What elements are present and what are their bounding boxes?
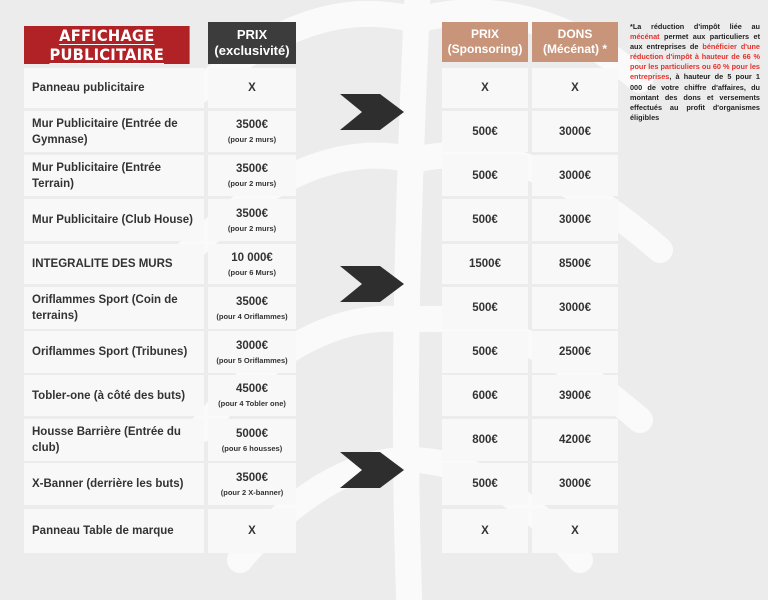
row-name: Panneau publicitaire bbox=[32, 82, 145, 94]
row-name-cell bbox=[24, 375, 204, 416]
row-sponsoring: 500€ bbox=[472, 214, 498, 226]
row-sponsoring-cell bbox=[442, 287, 528, 329]
row-prix: 5000€ bbox=[236, 427, 268, 440]
row-dons: 3000€ bbox=[559, 302, 591, 314]
row-dons-cell bbox=[532, 111, 618, 152]
row-dons: 8500€ bbox=[559, 258, 591, 270]
header-sponsoring-sublabel: (Sponsoring) bbox=[447, 42, 523, 56]
row-dons: X bbox=[571, 525, 579, 537]
table-title: AFFICHAGE PUBLICITAIRE bbox=[24, 26, 190, 64]
row-prix-note: (pour 2 murs) bbox=[227, 223, 277, 233]
row-prix-cell bbox=[208, 244, 296, 284]
row-name-cell bbox=[24, 111, 204, 152]
row-sponsoring: X bbox=[481, 525, 489, 537]
header-prix-exclusivite bbox=[208, 22, 296, 64]
row-name: Mur Publicitaire (Entrée de Gymnase) bbox=[32, 117, 178, 146]
row-prix: 3500€ bbox=[236, 119, 268, 131]
header-dons-label: DONS bbox=[557, 27, 593, 41]
row-name-cell bbox=[24, 155, 204, 196]
row-prix: 3500€ bbox=[236, 295, 268, 308]
row-name-cell bbox=[24, 331, 204, 373]
row-prix: X bbox=[248, 82, 256, 94]
row-name-cell bbox=[24, 68, 204, 108]
row-dons: 2500€ bbox=[559, 346, 591, 358]
row-dons: 3900€ bbox=[559, 389, 591, 402]
row-prix-note: (pour 2 murs) bbox=[227, 179, 277, 188]
row-sponsoring: 500€ bbox=[472, 302, 498, 314]
row-prix-cell bbox=[208, 509, 296, 553]
row-sponsoring: 1500€ bbox=[469, 258, 501, 270]
row-prix-cell bbox=[208, 331, 296, 373]
header-prix-label: PRIX bbox=[236, 27, 268, 42]
row-dons: 3000€ bbox=[559, 125, 591, 138]
arrow-right-icon bbox=[340, 266, 404, 302]
row-prix-note: (pour 2 X-banner) bbox=[220, 487, 284, 497]
row-prix-note: (pour 5 Oriflammes) bbox=[216, 355, 288, 365]
row-prix: X bbox=[248, 525, 256, 537]
note-text-3: , à hauteur de 5 pour 1 000 de votre chiffre d'affaires, du montant des dons et versements effectués au profit d'organismes éligibles bbox=[630, 72, 760, 122]
row-dons: 3000€ bbox=[559, 169, 591, 182]
row-sponsoring-cell bbox=[442, 155, 528, 196]
row-sponsoring-cell bbox=[442, 419, 528, 461]
row-prix-note: (pour 2 murs) bbox=[227, 135, 277, 144]
header-dons-mecenat bbox=[532, 22, 618, 62]
row-dons-cell bbox=[532, 375, 618, 416]
row-name-cell bbox=[24, 509, 204, 553]
row-name-cell bbox=[24, 244, 204, 284]
row-dons-cell bbox=[532, 419, 618, 461]
row-prix: 3500€ bbox=[236, 207, 268, 220]
row-sponsoring-cell bbox=[442, 244, 528, 284]
row-sponsoring: 500€ bbox=[472, 478, 498, 490]
row-name: Mur Publicitaire (Entrée Terrain) bbox=[32, 161, 162, 190]
row-prix-note: (pour 4 Tobler one) bbox=[218, 399, 286, 408]
row-prix-cell bbox=[208, 463, 296, 505]
row-prix-cell bbox=[208, 111, 296, 152]
row-prix-cell bbox=[208, 199, 296, 241]
row-prix-note: (pour 6 housses) bbox=[221, 443, 283, 453]
row-sponsoring-cell bbox=[442, 199, 528, 241]
arrow-right-icon bbox=[340, 452, 404, 488]
row-prix: 3500€ bbox=[236, 471, 268, 484]
note-text-1: *La réduction d'impôt liée au bbox=[630, 22, 760, 31]
header-prix-sponsoring bbox=[442, 22, 528, 62]
row-sponsoring-cell bbox=[442, 331, 528, 373]
arrow-right-icon bbox=[340, 94, 404, 130]
row-dons-cell bbox=[532, 509, 618, 553]
row-dons-cell bbox=[532, 155, 618, 196]
row-sponsoring: X bbox=[481, 82, 489, 94]
row-dons: 3000€ bbox=[559, 478, 591, 490]
row-dons-cell bbox=[532, 287, 618, 329]
row-sponsoring-cell bbox=[442, 68, 528, 108]
row-dons: 4200€ bbox=[559, 434, 591, 446]
row-name: Mur Publicitaire (Club House) bbox=[32, 214, 194, 226]
row-name: X-Banner (derrière les buts) bbox=[32, 478, 184, 490]
row-sponsoring: 500€ bbox=[472, 169, 498, 182]
row-name: Housse Barrière (Entrée du club) bbox=[32, 426, 181, 454]
row-prix-cell bbox=[208, 375, 296, 416]
row-dons: X bbox=[571, 82, 579, 94]
row-dons: 3000€ bbox=[559, 214, 591, 226]
row-prix-note: (pour 4 Oriflammes) bbox=[216, 311, 288, 321]
row-name-cell bbox=[24, 199, 204, 241]
row-name-cell bbox=[24, 419, 204, 461]
row-sponsoring: 800€ bbox=[472, 434, 498, 446]
row-name: Oriflammes Sport (Coin de terrains) bbox=[32, 294, 178, 322]
row-prix: 10 000€ bbox=[231, 251, 273, 264]
row-name: INTEGRALITE DES MURS bbox=[32, 258, 173, 270]
row-prix-cell bbox=[208, 68, 296, 108]
header-sponsoring-label: PRIX bbox=[470, 27, 499, 41]
tax-reduction-note bbox=[630, 22, 760, 123]
note-text-2: permet aux particuliers et aux entreprises de bbox=[630, 32, 760, 52]
row-name-cell bbox=[24, 463, 204, 505]
row-prix-note: (pour 6 Murs) bbox=[228, 267, 276, 277]
row-sponsoring-cell bbox=[442, 463, 528, 505]
row-dons-cell bbox=[532, 68, 618, 108]
row-prix: 4500€ bbox=[236, 383, 268, 395]
row-sponsoring: 500€ bbox=[472, 125, 498, 138]
row-name: Tobler-one (à côté des buts) bbox=[32, 389, 186, 402]
row-prix: 3500€ bbox=[236, 163, 268, 175]
row-dons-cell bbox=[532, 244, 618, 284]
row-prix-cell bbox=[208, 287, 296, 329]
row-dons-cell bbox=[532, 463, 618, 505]
note-highlight-reduction: bénéficier d'une réduction d'impôt à hauteur de 66 % pour les particuliers ou 60 % pour les entreprises bbox=[630, 42, 760, 82]
header-dons-sublabel: (Mécénat) * bbox=[542, 42, 607, 56]
header-prix-sublabel: (exclusivité) bbox=[214, 43, 290, 58]
row-dons-cell bbox=[532, 199, 618, 241]
row-sponsoring-cell bbox=[442, 111, 528, 152]
row-sponsoring-cell bbox=[442, 375, 528, 416]
row-prix-cell bbox=[208, 419, 296, 461]
row-name-cell bbox=[24, 287, 204, 329]
row-name: Oriflammes Sport (Tribunes) bbox=[32, 346, 188, 358]
note-highlight-mecenat: mécénat bbox=[630, 32, 660, 42]
row-name: Panneau Table de marque bbox=[32, 525, 174, 537]
row-sponsoring-cell bbox=[442, 509, 528, 553]
row-prix-cell bbox=[208, 155, 296, 196]
row-prix: 3000€ bbox=[236, 339, 268, 352]
row-sponsoring: 600€ bbox=[472, 389, 498, 402]
row-dons-cell bbox=[532, 331, 618, 373]
row-sponsoring: 500€ bbox=[472, 346, 498, 358]
